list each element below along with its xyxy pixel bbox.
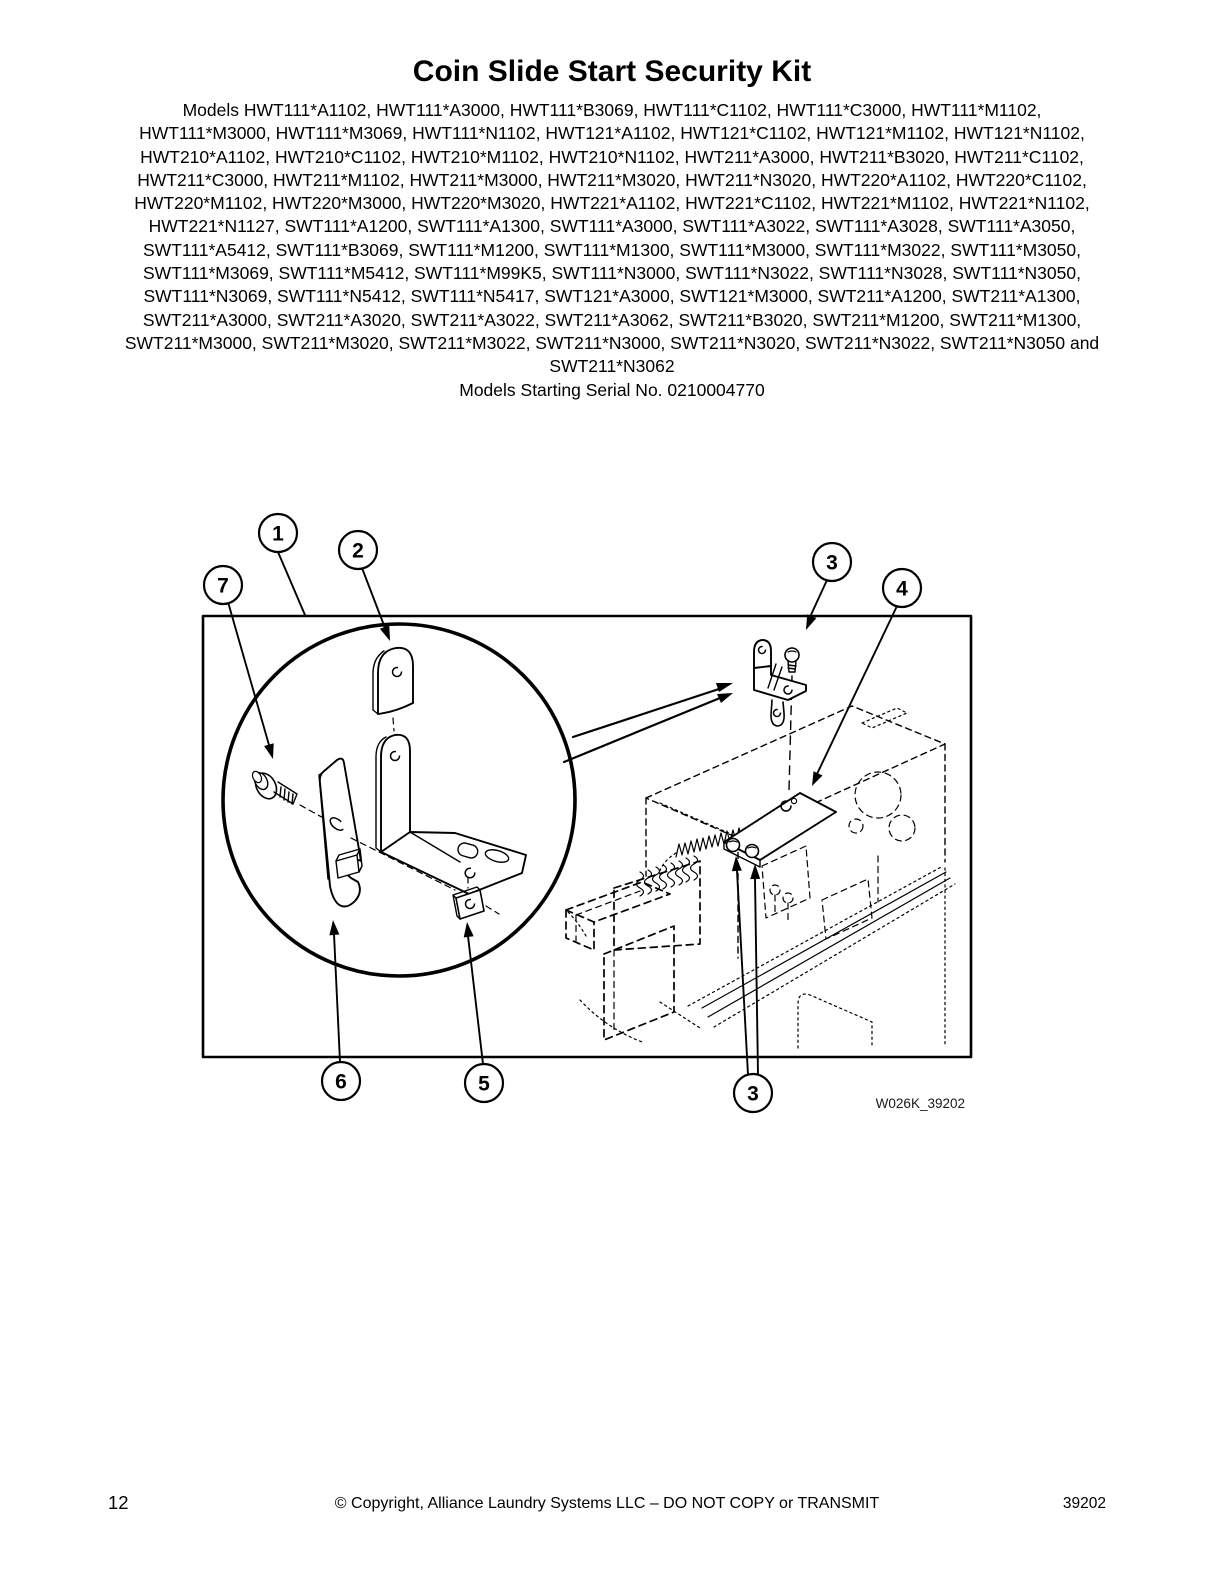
- model-list: [60, 99, 1164, 402]
- svg-text:1: 1: [272, 522, 284, 546]
- bracket-screw-icon: [785, 648, 799, 672]
- callout-1: [259, 514, 297, 552]
- security-plate: [724, 793, 836, 867]
- document-number: 39202: [1062, 1495, 1106, 1512]
- callout-7: [204, 566, 242, 604]
- callout-2: [339, 531, 377, 569]
- model-list-line: SWT211*N3062: [549, 356, 675, 377]
- model-list-line: SWT211*M3000, SWT211*M3020, SWT211*M3022, SWT211*N3000, SWT211*N3020, SWT211*N3022, SWT211*N3050 and: [124, 332, 1100, 353]
- model-list-line: SWT211*A3000, SWT211*A3020, SWT211*A3022, SWT211*A3062, SWT211*B3020, SWT211*M1200, SWT211*M1300,: [142, 309, 1082, 330]
- model-list-line: HWT211*C3000, HWT211*M1102, HWT211*M3000, HWT211*M3020, HWT211*N3020, HWT220*A1102, HWT220*C1102,: [137, 169, 1087, 190]
- page-title: Coin Slide Start Security Kit: [412, 55, 812, 88]
- copyright-notice: © Copyright, Alliance Laundry Systems LLC – DO NOT COPY or TRANSMIT: [334, 1495, 880, 1512]
- coin-slide-mechanism: [566, 706, 955, 1048]
- figure-reference: W026K_39202: [875, 1096, 965, 1111]
- page-footer: [108, 1492, 1106, 1518]
- model-list-line: HWT210*A1102, HWT210*C1102, HWT210*M1102, HWT210*N1102, HWT211*A3000, HWT211*B3020, HWT211*C1102,: [140, 146, 1084, 167]
- svg-text:3: 3: [826, 551, 838, 575]
- model-list-line: HWT221*N1127, SWT111*A1200, SWT111*A1300, SWT111*A3000, SWT111*A3022, SWT111*A3028, SWT111*A3050,: [148, 216, 1076, 237]
- model-list-line: SWT111*N3069, SWT111*N5412, SWT111*N5417, SWT121*A3000, SWT121*M3000, SWT211*A1200, SWT211*A1300,: [143, 286, 1081, 307]
- serial-number-line: Models Starting Serial No. 0210004770: [459, 379, 765, 400]
- parts-diagram: [0, 490, 1224, 1130]
- page-number: 12: [108, 1492, 129, 1513]
- callout-6: [322, 1062, 360, 1100]
- model-list-line: Models HWT111*A1102, HWT111*A3000, HWT111*B3069, HWT111*C1102, HWT111*C3000, HWT111*M1102,: [182, 100, 1042, 120]
- assembly-arrows: [564, 683, 733, 762]
- svg-text:5: 5: [478, 1072, 490, 1096]
- model-list-line: HWT220*M1102, HWT220*M3000, HWT220*M3020, HWT221*A1102, HWT221*C1102, HWT221*M1102, HWT221*N1102,: [134, 193, 1090, 214]
- callout-5: [465, 1064, 503, 1102]
- holddown-bracket: [754, 640, 806, 790]
- svg-text:4: 4: [896, 577, 908, 601]
- callout-4: [883, 569, 921, 607]
- callout-3-top: [813, 543, 851, 581]
- model-list-line: SWT111*M3069, SWT111*M5412, SWT111*M99K5, SWT111*N3000, SWT111*N3022, SWT111*N3028, SWT111*N3050,: [143, 263, 1081, 284]
- svg-text:2: 2: [352, 539, 364, 563]
- svg-text:6: 6: [335, 1070, 347, 1094]
- svg-text:3: 3: [747, 1082, 759, 1106]
- model-list-line: SWT111*A5412, SWT111*B3069, SWT111*M1200, SWT111*M1300, SWT111*M3000, SWT111*M3022, SWT111*M3050,: [143, 239, 1081, 260]
- model-list-line: HWT111*M3000, HWT111*M3069, HWT111*N1102, HWT121*A1102, HWT121*C1102, HWT121*M1102, HWT121*N1102,: [139, 123, 1085, 144]
- svg-text:7: 7: [217, 574, 229, 598]
